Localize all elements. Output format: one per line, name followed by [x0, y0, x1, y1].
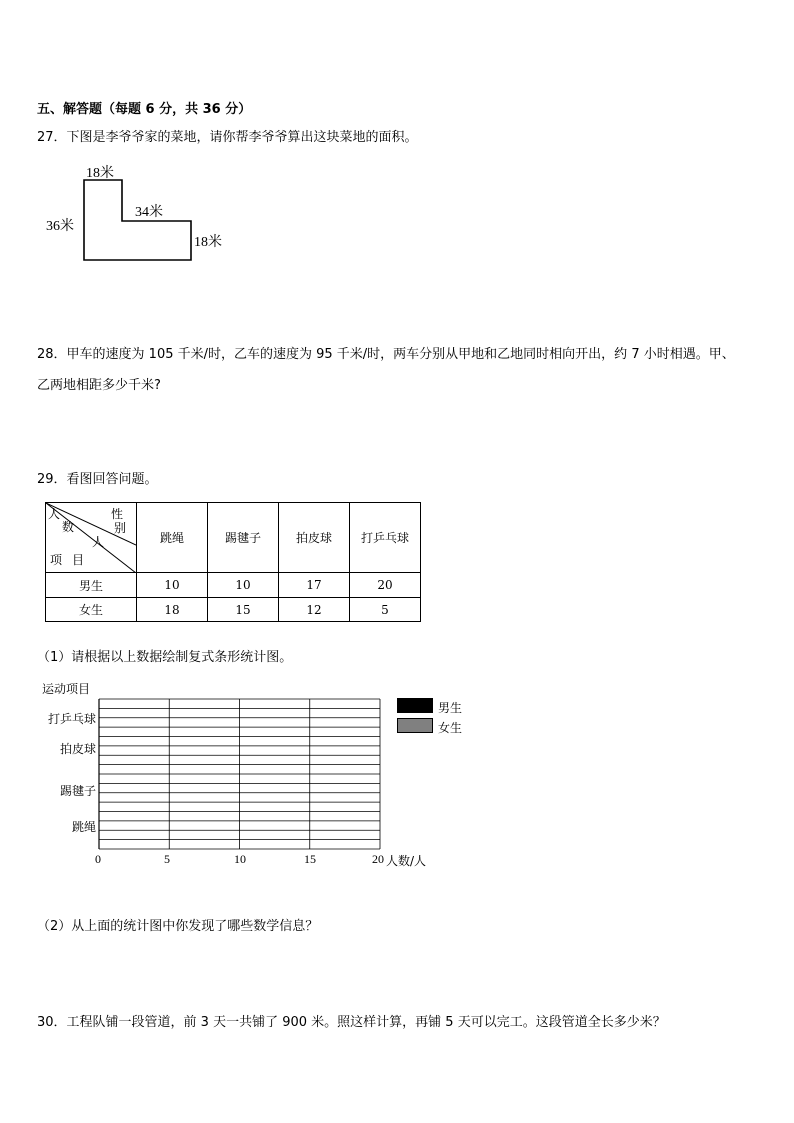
x-tick: 5 [164, 852, 170, 866]
label-middle: 34米 [135, 205, 163, 220]
chart-xlabel: 人数/人 [386, 854, 427, 868]
cell: 10 [208, 573, 279, 598]
label-left: 36米 [46, 219, 74, 234]
cell: 10 [137, 573, 208, 598]
corner-bie: 别 [114, 521, 127, 535]
corner-shu: 数 [62, 520, 75, 534]
row-label-girls: 女生 [46, 598, 137, 622]
chart-category-label: 跳绳 [71, 820, 96, 834]
legend-swatch-boys [397, 698, 433, 713]
corner-ren: 人 [48, 507, 61, 521]
legend-label-girls: 女生 [438, 721, 463, 735]
chart-ylabel: 运动项目 [42, 682, 91, 696]
col-header-3: 打乒乓球 [350, 503, 421, 573]
question-30-text: 30．工程队铺一段管道，前 3 天一共铺了 900 米。照这样计算，再铺 5 天可以完工。这段管道全长多少米？ [37, 1015, 666, 1030]
label-right: 18米 [194, 235, 222, 250]
header-corner-cell [46, 503, 137, 573]
legend-label-boys: 男生 [438, 701, 463, 715]
legend-swatch-girls [397, 718, 433, 733]
col-header-0: 跳绳 [137, 503, 208, 573]
question-28-line1: 28．甲车的速度为 105 千米/时，乙车的速度为 95 千米/时，两车分别从甲地和乙地同时相向开出，约 7 小时相遇。甲、 [37, 347, 735, 362]
corner-xing: 性 [111, 507, 124, 521]
chart-category-label: 拍皮球 [59, 742, 96, 756]
cell: 18 [137, 598, 208, 622]
x-tick: 15 [304, 852, 316, 866]
x-tick: 0 [95, 852, 101, 866]
col-header-2: 拍皮球 [279, 503, 350, 573]
chart-grid [98, 698, 383, 850]
question-29-text: 29．看图回答问题。 [37, 472, 158, 487]
question-27-text: 27．下图是李爷爷家的菜地，请你帮李爷爷算出这块菜地的面积。 [37, 130, 418, 145]
question-28-line2: 乙两地相距多少千米? [37, 378, 161, 393]
x-tick: 20 [372, 852, 384, 866]
corner-ren2: 人 [92, 535, 105, 549]
cell: 20 [350, 573, 421, 598]
question-29-part1: （1）请根据以上数据绘制复式条形统计图。 [37, 650, 293, 665]
question-29-part2: （2）从上面的统计图中你发现了哪些数学信息？ [37, 919, 319, 934]
cell: 12 [279, 598, 350, 622]
col-header-1: 踢毽子 [208, 503, 279, 573]
field-diagram [40, 158, 240, 268]
corner-xiang: 项 [50, 553, 63, 567]
cell: 5 [350, 598, 421, 622]
cell: 17 [279, 573, 350, 598]
chart-category-label: 打乒乓球 [47, 712, 96, 726]
section-title: 五、解答题（每题 6 分，共 36 分） [37, 102, 252, 117]
chart-category-label: 踢毽子 [59, 784, 96, 798]
label-top: 18米 [86, 166, 114, 181]
cell: 15 [208, 598, 279, 622]
corner-mu: 目 [72, 553, 85, 567]
row-label-boys: 男生 [46, 573, 137, 598]
sports-table [45, 502, 421, 622]
x-tick: 10 [234, 852, 246, 866]
field-outline [84, 180, 191, 260]
